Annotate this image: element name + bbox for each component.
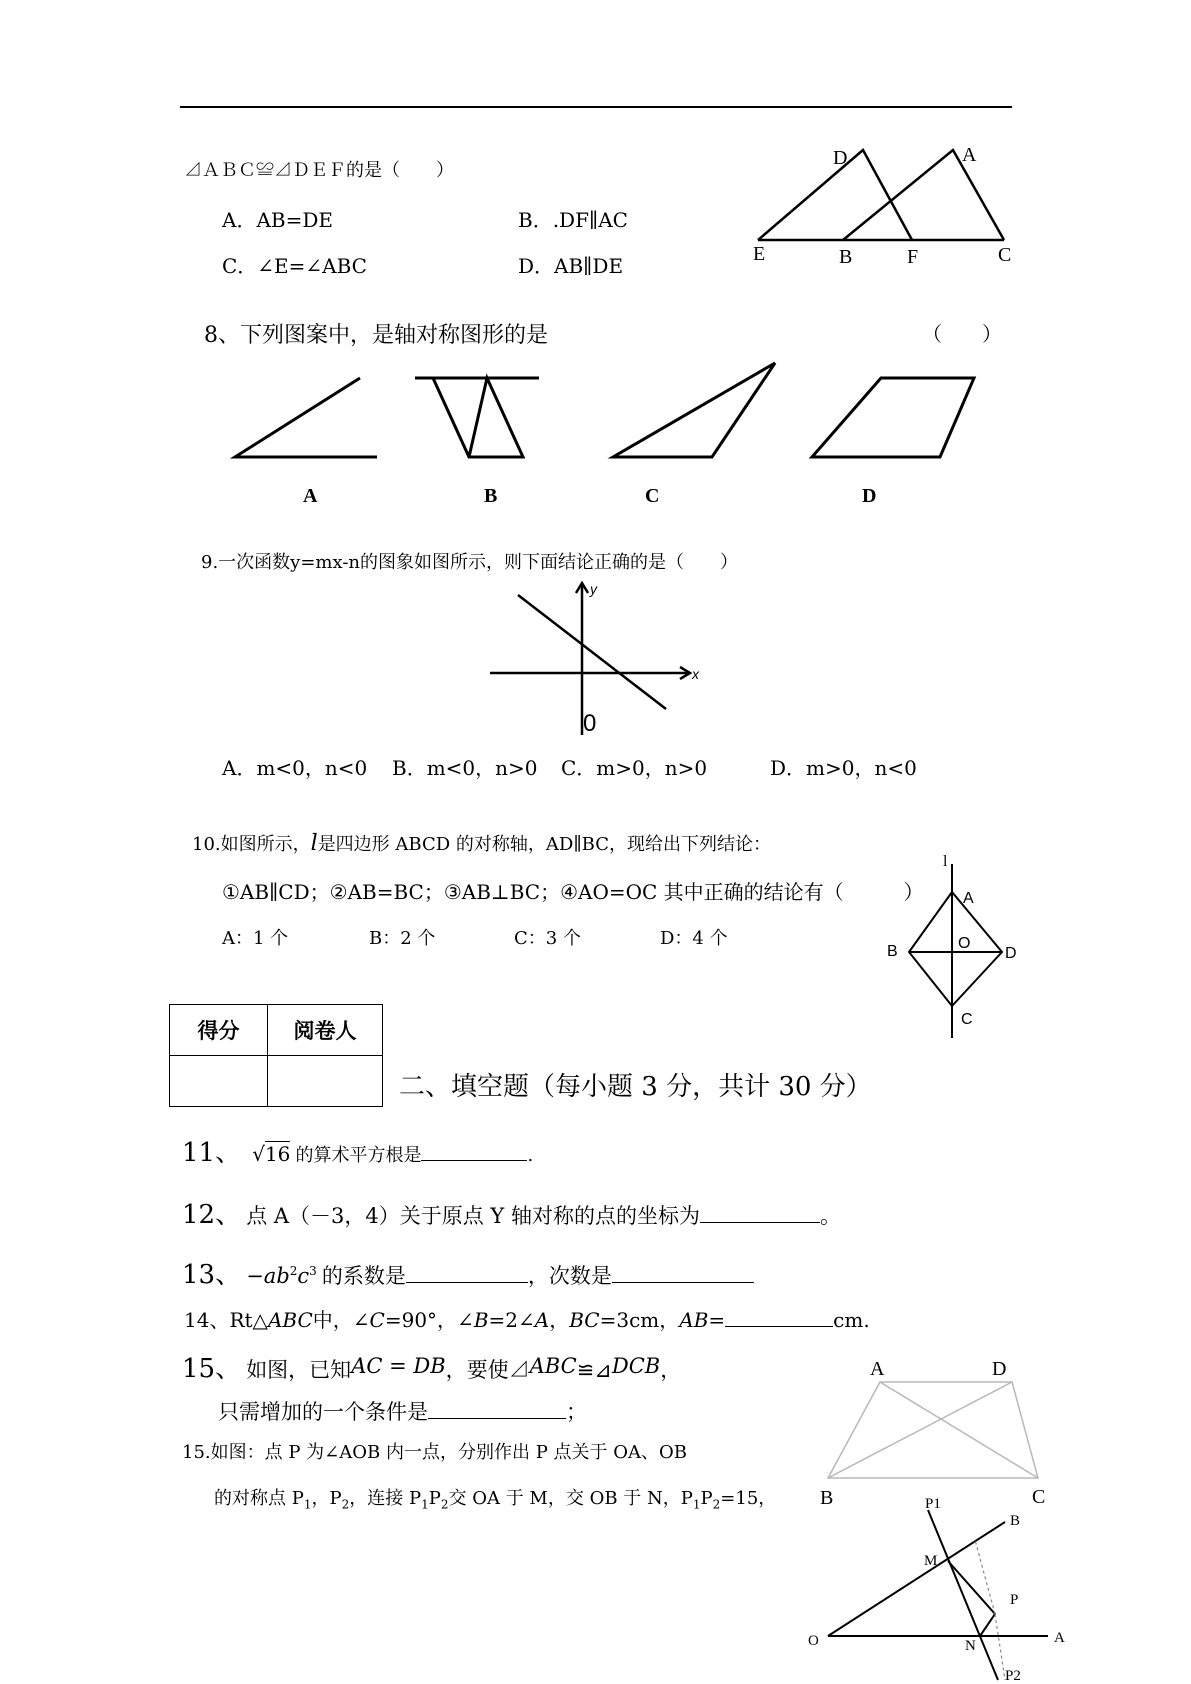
q15b-triangle-pmn — [948, 1561, 995, 1636]
q11-end: . — [527, 1145, 534, 1166]
q15b-sub6: 2 — [712, 1497, 721, 1512]
q14-mid1: 中，∠ — [312, 1308, 370, 1332]
q10-option-d: D：4 个 — [660, 928, 728, 949]
q7-stem: ⊿ＡＢＣ≌⊿ＤＥＦ的是（ ） — [184, 160, 454, 181]
q9-option-c: C．m>0，n>0 — [561, 756, 708, 780]
q11-radicand: 16 — [264, 1142, 291, 1166]
q11-num: 11、 — [182, 1138, 242, 1168]
q14-mid6: = — [708, 1308, 726, 1332]
q15a-line2-end: ； — [566, 1400, 587, 1424]
q15b-line2-mid3: P — [428, 1488, 441, 1509]
q12-num: 12、 — [182, 1200, 242, 1230]
q7-label-c: C — [998, 244, 1012, 266]
q14-ab: AB — [679, 1308, 709, 1332]
q15a-label-d: D — [992, 1358, 1007, 1380]
q11-text: 的算术平方根是 — [295, 1145, 422, 1166]
q14-end: cm. — [833, 1308, 870, 1332]
q12-end: 。 — [819, 1204, 841, 1228]
q13-ab: ab — [263, 1264, 290, 1288]
q15b-line2-mid4: 交 OA 于 M，交 OB 于 N，P — [448, 1488, 693, 1509]
q7-label-e: E — [753, 243, 766, 265]
q15b-sub5: 1 — [692, 1497, 701, 1512]
q10-stem-post: 是四边形 ABCD 的对称轴，AD∥BC，现给出下列结论： — [317, 834, 771, 855]
q8-label-a: A — [303, 485, 318, 507]
q13-sup2: 3 — [309, 1264, 317, 1278]
q13-c: c — [297, 1264, 310, 1288]
q13-minus: − — [246, 1264, 264, 1288]
q13-text2: ，次数是 — [527, 1264, 612, 1288]
q14-b: B — [473, 1308, 489, 1332]
section2-title: 二、填空题（每小题 3 分，共计 30 分） — [399, 1072, 872, 1102]
q8-label-c: C — [645, 485, 660, 507]
q11-sqrt: √16 — [252, 1142, 291, 1166]
q14-pre: 14、Rt△ — [184, 1308, 268, 1332]
q13-num: 13、 — [182, 1260, 242, 1290]
q14-c: C — [369, 1308, 385, 1332]
q10-label-l: l — [943, 853, 948, 870]
q15a-line2-text: 只需增加的一个条件是 — [218, 1400, 428, 1424]
q15a-label-c: C — [1032, 1486, 1046, 1508]
q15b-line2-end: =15， — [720, 1488, 777, 1509]
q15b-line2-mid2: ，连接 P — [349, 1488, 422, 1509]
q7-label-f: F — [907, 246, 919, 268]
q9-option-b: B．m<0，n>0 — [392, 756, 538, 780]
q15b-line2-pre: 的对称点 P — [214, 1488, 304, 1509]
q15b-label-b: B — [1010, 1513, 1021, 1529]
q15a-text3: ≌⊿ — [576, 1358, 612, 1382]
q7-option-d: D．AB∥DE — [518, 254, 624, 278]
grader-header: 阅卷人 — [268, 1005, 383, 1056]
q15b-label-p1: P1 — [925, 1496, 941, 1512]
q15b-dashed-p-p2 — [995, 1614, 1005, 1680]
q15b-line-p1p2 — [928, 1510, 998, 1680]
q15b-sub3: 1 — [421, 1497, 429, 1512]
q10-label-o: O — [958, 935, 971, 952]
q15a-label-a: A — [870, 1358, 885, 1380]
q15a-expr2: ABC — [529, 1354, 577, 1378]
q9-option-d: D．m>0，n<0 — [770, 756, 917, 780]
q10-label-b: B — [887, 943, 898, 960]
q7-option-a: A．AB=DE — [222, 208, 333, 232]
q7-label-a: A — [962, 144, 977, 166]
q10-stem-pre: 10.如图所示， — [192, 834, 311, 855]
q15b-label-o: O — [808, 1633, 819, 1649]
q10-label-d: D — [1005, 945, 1017, 962]
q15b-sub2: 2 — [341, 1497, 350, 1512]
q9-label-x: x — [692, 666, 699, 682]
q15a-label-b: B — [820, 1487, 834, 1509]
q10-label-c: C — [961, 1011, 973, 1028]
q15b-label-a: A — [1054, 1630, 1065, 1646]
q15a-text2: ，要使⊿ — [445, 1358, 530, 1382]
q14-mid2: =90°，∠ — [384, 1308, 474, 1332]
q10-line2: ①AB∥CD；②AB=BC；③AB⊥BC；④AO=OC 其中正确的结论有（ ） — [222, 880, 924, 904]
q15a-text4: ， — [660, 1358, 682, 1382]
q13-text1: 的系数是 — [321, 1264, 406, 1288]
q15b-label-n: N — [965, 1638, 976, 1654]
q9-stem: 9.一次函数y=mx-n的图象如图所示，则下面结论正确的是（ ） — [201, 552, 739, 573]
q9-option-a: A．m<0，n<0 — [222, 756, 368, 780]
q7-option-c: C．∠E=∠ABC — [222, 254, 367, 278]
q15b-line1: 15.如图：点 P 为∠AOB 内一点，分别作出 P 点关于 OA、OB — [182, 1442, 687, 1463]
q14-mid5: =3cm， — [599, 1308, 680, 1332]
q12-text: 点 A（－3，4）关于原点 Y 轴对称的点的坐标为 — [246, 1204, 700, 1228]
q15b-ray-ob — [828, 1522, 1005, 1636]
q15a-num: 15、 — [182, 1354, 242, 1384]
q8-label-d: D — [862, 485, 877, 507]
q14-abc: ABC — [267, 1308, 313, 1332]
score-header: 得分 — [170, 1005, 268, 1056]
q14-mid4: ， — [549, 1308, 570, 1332]
q10-stem-l: l — [310, 831, 318, 856]
q9-label-y: y — [590, 581, 597, 597]
q15b-sub1: 1 — [303, 1497, 312, 1512]
q15b-line2-mid5: P — [700, 1488, 713, 1509]
q10-option-c: C：3 个 — [514, 928, 581, 949]
q15a-expr3: DCB — [611, 1354, 661, 1378]
q15b-label-m: M — [924, 1553, 938, 1569]
q15b-label-p2: P2 — [1005, 1668, 1021, 1684]
q7-label-b: B — [839, 246, 853, 268]
q7-option-b: B．.DF∥AC — [518, 208, 628, 232]
q8-stem: 8、下列图案中，是轴对称图形的是 — [204, 323, 548, 348]
q15b-line2-mid1: ，P — [311, 1488, 342, 1509]
q14-mid3: =2∠ — [488, 1308, 535, 1332]
q10-option-b: B：2 个 — [369, 928, 436, 949]
q9-label-origin: 0 — [583, 710, 597, 737]
q15a-expr1: AC = DB — [351, 1354, 446, 1378]
q14-bc: BC — [569, 1308, 600, 1332]
q7-label-d: D — [833, 147, 848, 169]
q15b-label-p: P — [1010, 1592, 1019, 1608]
q10-option-a: A：1 个 — [222, 928, 289, 949]
q8-paren: （ ） — [922, 322, 1002, 346]
q15a-text1: 如图，已知 — [246, 1358, 352, 1382]
q10-label-a: A — [963, 890, 974, 907]
q8-label-b: B — [484, 485, 498, 507]
q15b-sub4: 2 — [440, 1497, 449, 1512]
q13-sup1: 2 — [289, 1264, 298, 1278]
q14-a: A — [534, 1308, 550, 1332]
